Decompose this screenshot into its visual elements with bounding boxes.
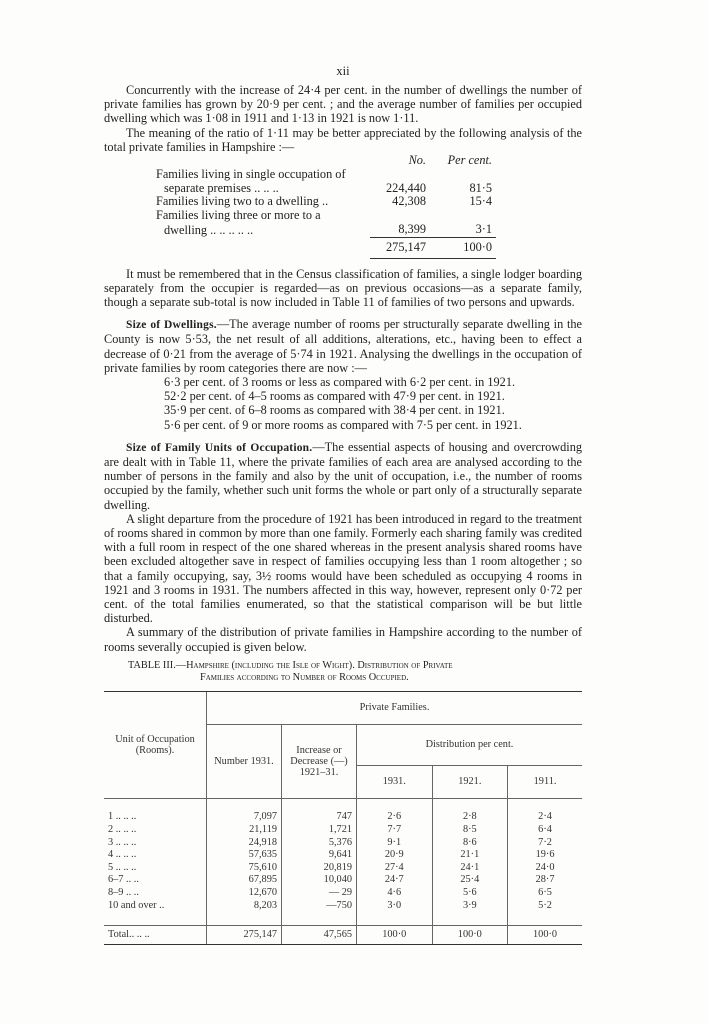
row-percent-1921: 8·5 — [432, 824, 508, 837]
family-row-label: Families living three or more to a — [156, 208, 321, 223]
row-increase: 20,819 — [282, 862, 357, 875]
row-unit: 5 .. .. .. — [108, 861, 137, 873]
family-row-percent: 81·5 — [469, 180, 492, 195]
family-total-no: 275,147 — [370, 237, 430, 258]
room-category-item: 35·9 per cent. of 6–8 rooms as compared with 38·4 per cent. in 1921. — [164, 403, 505, 418]
row-percent-1921: 3·9 — [432, 900, 508, 913]
room-category-list — [164, 375, 582, 432]
row-number: 8,203 — [207, 900, 282, 913]
family-total-percent: 100·0 — [430, 237, 496, 258]
document-page — [104, 64, 582, 945]
row-percent-1931: 27·4 — [357, 862, 433, 875]
total-number: 275,147 — [207, 925, 282, 944]
summary-paragraph: A summary of the distribution of private families in Hampshire according to the number of rooms severally occupied is given below. — [104, 625, 582, 654]
row-number: 75,610 — [207, 862, 282, 875]
family-row-label: Families living in single occupation of — [156, 166, 346, 181]
rooms-distribution-table — [104, 691, 582, 945]
table-row — [104, 874, 582, 887]
room-category-item: 5·6 per cent. of 9 or more rooms as compared with 7·5 per cent. in 1921. — [164, 417, 522, 432]
room-category-item: 52·2 per cent. of 4–5 rooms as compared with 47·9 per cent. in 1921. — [164, 389, 505, 404]
row-unit: 10 and over .. — [108, 899, 165, 911]
total-1921: 100·0 — [432, 925, 508, 944]
row-percent-1931: 20·9 — [357, 849, 433, 862]
row-increase: 9,641 — [282, 849, 357, 862]
table-row — [104, 837, 582, 850]
units-paragraph — [104, 440, 582, 512]
row-percent-1921: 5·6 — [432, 887, 508, 900]
row-percent-1911: 6·5 — [508, 887, 582, 900]
row-percent-1911: 28·7 — [508, 874, 582, 887]
col-header-no: No. — [408, 153, 426, 168]
row-percent-1921: 24·1 — [432, 862, 508, 875]
row-percent-1921: 25·4 — [432, 874, 508, 887]
table-caption-line: TABLE III.—Hampshire (including the Isle of Wight). Distribution of Private — [128, 659, 453, 671]
row-percent-1911: 6·4 — [508, 824, 582, 837]
row-unit: 2 .. .. .. — [108, 824, 137, 836]
dwellings-heading: Size of Dwellings. — [126, 319, 217, 332]
header-1931: 1931. — [357, 765, 433, 798]
shared-rooms-paragraph: A slight departure from the procedure of 1921 has been introduced in regard to the treatment of rooms shared in common by more than one family. Formerly each sharing family was credited with a full room in respect of the one shared whereas in the present analysis shared rooms have been excluded altogether save in respect of families occupying less than 1 room altogether ; so that a family occupying, say, 3½ rooms would have been scheduled as occupying 4 rooms in 1921 and 3 rooms in 1931. The numbers affected in this way, however, represent only 0·72 per cent. of the total families enumerated, so that the statistical comparison will be but little disturbed. — [104, 511, 582, 626]
row-percent-1921: 2·8 — [432, 811, 508, 824]
row-unit: 1 .. .. .. — [108, 811, 137, 823]
header-1921: 1921. — [432, 765, 508, 798]
table-caption — [128, 660, 582, 685]
table-row — [104, 887, 582, 900]
row-number: 67,895 — [207, 874, 282, 887]
total-label: Total.. .. .. — [104, 925, 207, 944]
row-percent-1911: 2·4 — [508, 811, 582, 824]
room-category-item: 6·3 per cent. of 3 rooms or less as compared with 6·2 per cent. in 1921. — [164, 375, 516, 390]
row-unit: 4 .. .. .. — [108, 849, 137, 861]
page-number: xii — [336, 64, 350, 78]
row-increase: 5,376 — [282, 837, 357, 850]
row-percent-1911: 5·2 — [508, 900, 582, 913]
family-row-percent: 15·4 — [469, 194, 492, 209]
row-increase: —750 — [282, 900, 357, 913]
row-unit: 8–9 .. .. — [108, 887, 139, 899]
row-number: 12,670 — [207, 887, 282, 900]
family-row-no: 8,399 — [398, 222, 426, 236]
row-percent-1911: 7·2 — [508, 837, 582, 850]
row-percent-1931: 4·6 — [357, 887, 433, 900]
intro-paragraph: Concurrently with the increase of 24·4 per cent. in the number of dwellings the number of private families has grown by 20·9 per cent. ; and the average number of families per occupied dwelling which was 1·08 in 1911 and 1·13 in 1921 is now 1·11. — [104, 83, 582, 126]
header-private-families: Private Families. — [207, 691, 583, 724]
row-unit: 3 .. .. .. — [108, 836, 137, 848]
row-percent-1911: 19·6 — [508, 849, 582, 862]
family-row-label: Families living two to a dwelling .. — [156, 194, 329, 209]
family-occupation-table — [156, 154, 496, 259]
units-heading: Size of Family Units of Occupation. — [126, 441, 313, 454]
table-total-row — [104, 925, 582, 944]
row-percent-1911: 24·0 — [508, 862, 582, 875]
header-1911: 1911. — [508, 765, 582, 798]
family-row-percent: 3·1 — [475, 222, 492, 236]
family-row-label: separate premises .. .. .. — [164, 180, 279, 195]
ratio-paragraph: The meaning of the ratio of 1·11 may be better appreciated by the following analysis of the total private families in Hampshire :— — [104, 125, 582, 154]
dwellings-text: —The average number of rooms per structurally separate dwelling in the County is now 5·53, the net result of all additions, alterations, etc., having been to effect a decrease of 0·21 from the average of 5·74 in 1921. Analysing the dwellings in the occupation of private families by room categories there are now :— — [104, 317, 583, 375]
row-number: 7,097 — [207, 811, 282, 824]
lodger-paragraph: It must be remembered that in the Census classification of families, a single lodger boarding separately from the occupier is regarded—as on previous occasions—as a separate family, though a separate sub-total is now included in Table 11 of families of two persons and upwards. — [104, 266, 582, 309]
table-row — [104, 811, 582, 824]
col-header-percent: Per cent. — [447, 153, 492, 168]
header-unit: Unit of Occupation (Rooms). — [104, 691, 207, 798]
header-number: Number 1931. — [207, 724, 282, 798]
row-percent-1931: 9·1 — [357, 837, 433, 850]
row-number: 21,119 — [207, 824, 282, 837]
row-percent-1931: 2·6 — [357, 811, 433, 824]
family-row-no: 224,440 — [386, 180, 426, 195]
row-percent-1931: 24·7 — [357, 874, 433, 887]
row-increase: 747 — [282, 811, 357, 824]
row-unit: 6–7 .. .. — [108, 874, 139, 886]
row-increase: 1,721 — [282, 824, 357, 837]
family-row-label: dwelling .. .. .. .. .. — [164, 222, 254, 237]
dwellings-paragraph — [104, 317, 582, 375]
total-increase: 47,565 — [282, 925, 357, 944]
table-row — [104, 862, 582, 875]
table-row — [104, 824, 582, 837]
row-number: 57,635 — [207, 849, 282, 862]
table-row — [104, 849, 582, 862]
family-row-no: 42,308 — [392, 194, 426, 209]
header-distribution: Distribution per cent. — [357, 724, 583, 765]
row-increase: — 29 — [282, 887, 357, 900]
row-number: 24,918 — [207, 837, 282, 850]
row-percent-1931: 7·7 — [357, 824, 433, 837]
row-percent-1921: 21·1 — [432, 849, 508, 862]
row-percent-1921: 8·6 — [432, 837, 508, 850]
total-1911: 100·0 — [508, 925, 582, 944]
table-row — [104, 900, 582, 913]
table-caption-line: Families according to Number of Rooms Occupied. — [200, 672, 409, 684]
units-text: —The essential aspects of housing and overcrowding are dealt with in Table 11, where the private families of each area are analysed according to the number of persons in the family and also by the unit of occupation, i.e., the number of rooms occupied by the family, whether such unit forms the whole or part only of a structurally separate dwelling. — [104, 439, 582, 512]
row-percent-1931: 3·0 — [357, 900, 433, 913]
header-increase: Increase or Decrease (—) 1921–31. — [282, 724, 357, 798]
row-increase: 10,040 — [282, 874, 357, 887]
total-1931: 100·0 — [357, 925, 433, 944]
